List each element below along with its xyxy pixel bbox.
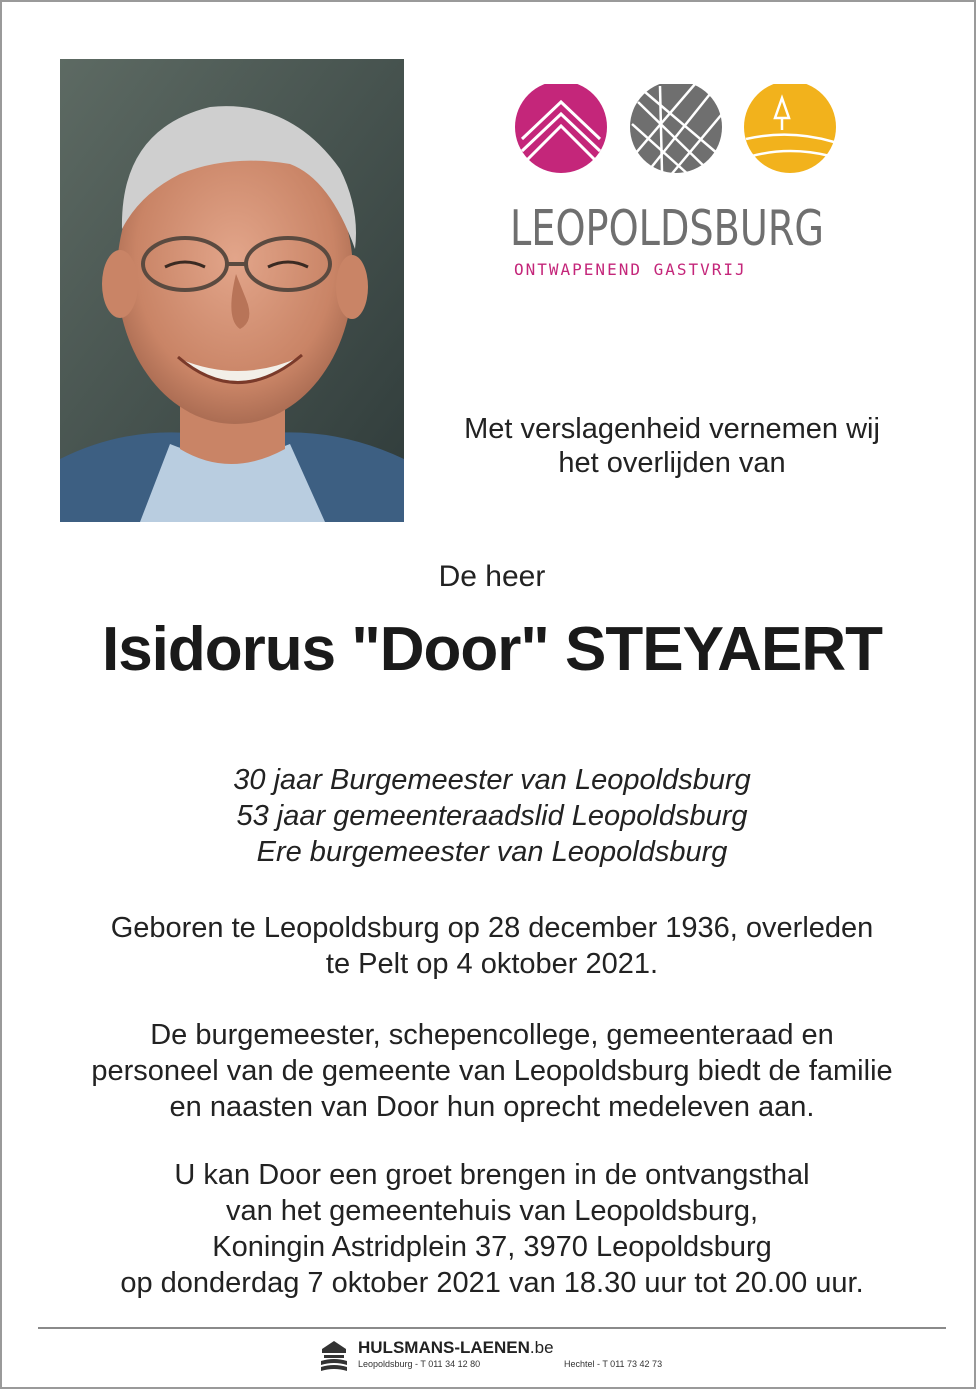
paragraph-line: De burgemeester, schepencollege, gemeenteraad en <box>150 1019 834 1051</box>
portrait-image <box>60 59 404 522</box>
paragraph-line: U kan Door een groet brengen in de ontvangsthal <box>174 1159 810 1191</box>
intro-line: het overlijden van <box>558 447 786 479</box>
salutation: De heer <box>438 560 546 593</box>
intro-text <box>432 412 912 480</box>
honorary-titles <box>2 762 980 870</box>
funeral-home-logo-icon <box>318 1339 350 1373</box>
portrait-photo <box>60 59 404 522</box>
title-line: 30 jaar Burgemeester van Leopoldsburg <box>233 764 751 796</box>
intro-line: Met verslagenheid vernemen wij <box>464 413 880 445</box>
funeral-home-name <box>358 1338 554 1358</box>
phone-hechtel: Hechtel - T 011 73 42 73 <box>564 1359 663 1369</box>
funeral-home-footer <box>318 1337 698 1377</box>
paragraph-line: van het gemeentehuis van Leopoldsburg, <box>225 1195 759 1227</box>
paragraph-line: te Pelt op 4 oktober 2021. <box>325 948 659 980</box>
birth-death-paragraph <box>2 910 980 982</box>
logo-circles-icon <box>510 84 850 194</box>
logo-tagline: ONTWAPENEND GASTVRIJ <box>514 260 747 279</box>
leopoldsburg-logo <box>510 84 850 294</box>
logo-wordmark: LEOPOLDSBURG <box>510 200 825 257</box>
brand-name: HULSMANS-LAENEN <box>358 1338 530 1357</box>
paragraph-line: Koningin Astridplein 37, 3970 Leopoldsburg <box>212 1231 772 1263</box>
paragraph-line: en naasten van Door hun oprecht medeleven aan. <box>169 1091 815 1123</box>
visitation-paragraph <box>2 1157 980 1301</box>
paragraph-line: Geboren te Leopoldsburg op 28 december 1936, overleden <box>110 912 874 944</box>
footer-divider <box>38 1327 946 1329</box>
phone-leopoldsburg: Leopoldsburg - T 011 34 12 80 <box>358 1359 481 1369</box>
brand-domain: .be <box>529 1338 554 1357</box>
condolence-paragraph <box>2 1017 980 1125</box>
paragraph-line: personeel van de gemeente van Leopoldsburg biedt de familie <box>91 1055 893 1087</box>
paragraph-line: op donderdag 7 oktober 2021 van 18.30 uur tot 20.00 uur. <box>120 1267 864 1299</box>
title-line: Ere burgemeester van Leopoldsburg <box>256 836 728 868</box>
title-line: 53 jaar gemeenteraadslid Leopoldsburg <box>236 800 748 832</box>
deceased-name: Isidorus "Door" STEYAERT <box>101 615 883 684</box>
